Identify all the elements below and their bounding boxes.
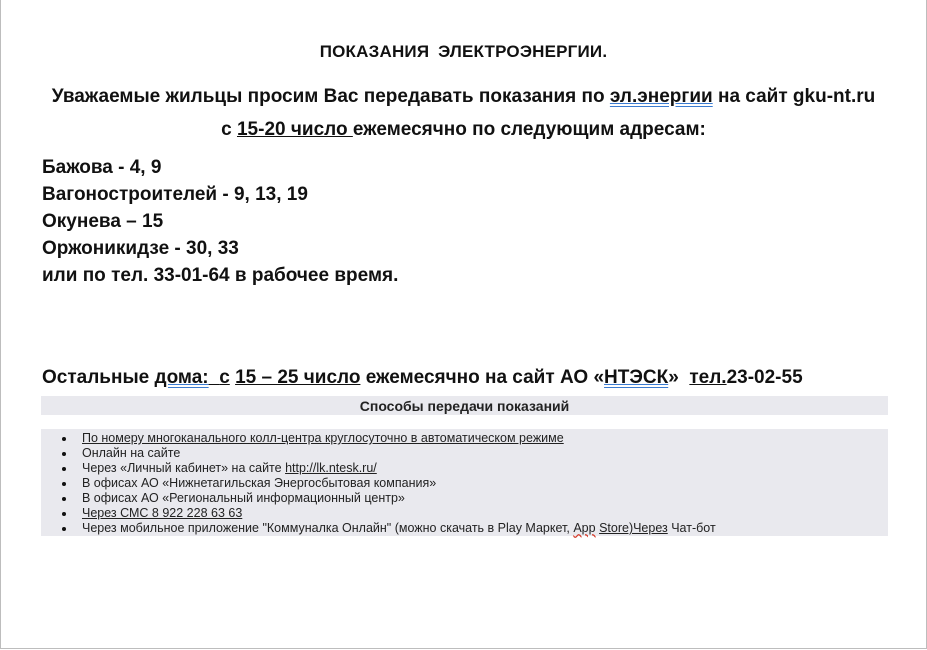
- chatbot-text: Чат-бот: [667, 521, 716, 535]
- methods-header: Способы передачи показаний: [41, 396, 888, 415]
- office-text: В офисах АО «Нижнетагильская Энергосбытовая компания»: [82, 476, 437, 490]
- cabinet-text: Через «Личный кабинет» на сайте: [82, 461, 286, 475]
- others-phone-label: тел.: [689, 367, 727, 388]
- intro-monthly-text: ежемесячно по следующим адресам:: [352, 119, 706, 140]
- intro-text: Уважаемые жильцы просим Вас передавать показания по: [51, 86, 610, 107]
- company-name: НТЭСК: [604, 367, 669, 388]
- list-item: [82, 491, 888, 506]
- others-middle: ежемесячно на сайт АО «: [360, 367, 605, 388]
- online-text: Онлайн на сайте: [82, 446, 181, 460]
- methods-list: [41, 429, 888, 536]
- houses-word: дома:: [154, 367, 209, 388]
- office-text: В офисах АО «Региональный информационный центр»: [82, 491, 405, 505]
- sms-link[interactable]: Через СМС 8 922 228 63 63: [82, 506, 243, 520]
- intro-site-text: на сайт gku-nt.ru: [712, 86, 876, 107]
- others-dates: 15 – 25 число: [235, 367, 361, 388]
- others-since: с: [219, 367, 230, 388]
- list-item: [82, 521, 888, 536]
- list-item: [82, 476, 888, 491]
- methods-list-box: [41, 429, 888, 536]
- address-item: Бажова - 4, 9: [42, 157, 162, 178]
- others-quote: »: [668, 367, 690, 388]
- address-item: Вагоностроителей - 9, 13, 19: [42, 184, 308, 205]
- phone-note: или по тел. 33-01-64 в рабочее время.: [42, 265, 399, 286]
- address-item: Оржоникидзе - 30, 33: [42, 238, 239, 259]
- other-houses-line: [42, 367, 912, 389]
- intro-since-text: с: [221, 119, 237, 140]
- list-item: [82, 461, 888, 476]
- lk-ntesk-link[interactable]: http://lk.ntesk.ru/: [285, 461, 377, 475]
- others-phone-number: 23-02-55: [726, 367, 803, 388]
- intro-dates: 15-20 число: [236, 119, 353, 140]
- list-item[interactable]: [82, 431, 888, 446]
- app-word: App: [573, 521, 596, 535]
- store-link[interactable]: Store)Через: [599, 521, 668, 535]
- address-list: [42, 154, 398, 289]
- others-gap: [209, 367, 220, 388]
- app-text: Через мобильное приложение "Коммуналка Онлайн" (можно скачать в Play Маркет,: [82, 521, 574, 535]
- electricity-word: эл.энергии: [609, 86, 713, 107]
- others-prefix: Остальные: [42, 367, 155, 388]
- intro-line-1: [21, 80, 906, 113]
- intro-line-2: [21, 113, 906, 146]
- document-title: ПОКАЗАНИЯ ЭЛЕКТРОЭНЕРГИИ.: [319, 42, 608, 61]
- intro-paragraph: [21, 80, 906, 146]
- list-item[interactable]: [82, 506, 888, 521]
- address-item: Окунева – 15: [42, 211, 164, 232]
- call-center-link[interactable]: По номеру многоканального колл-центра круглосуточно в автоматическом режиме: [82, 431, 564, 445]
- list-item: [82, 446, 888, 461]
